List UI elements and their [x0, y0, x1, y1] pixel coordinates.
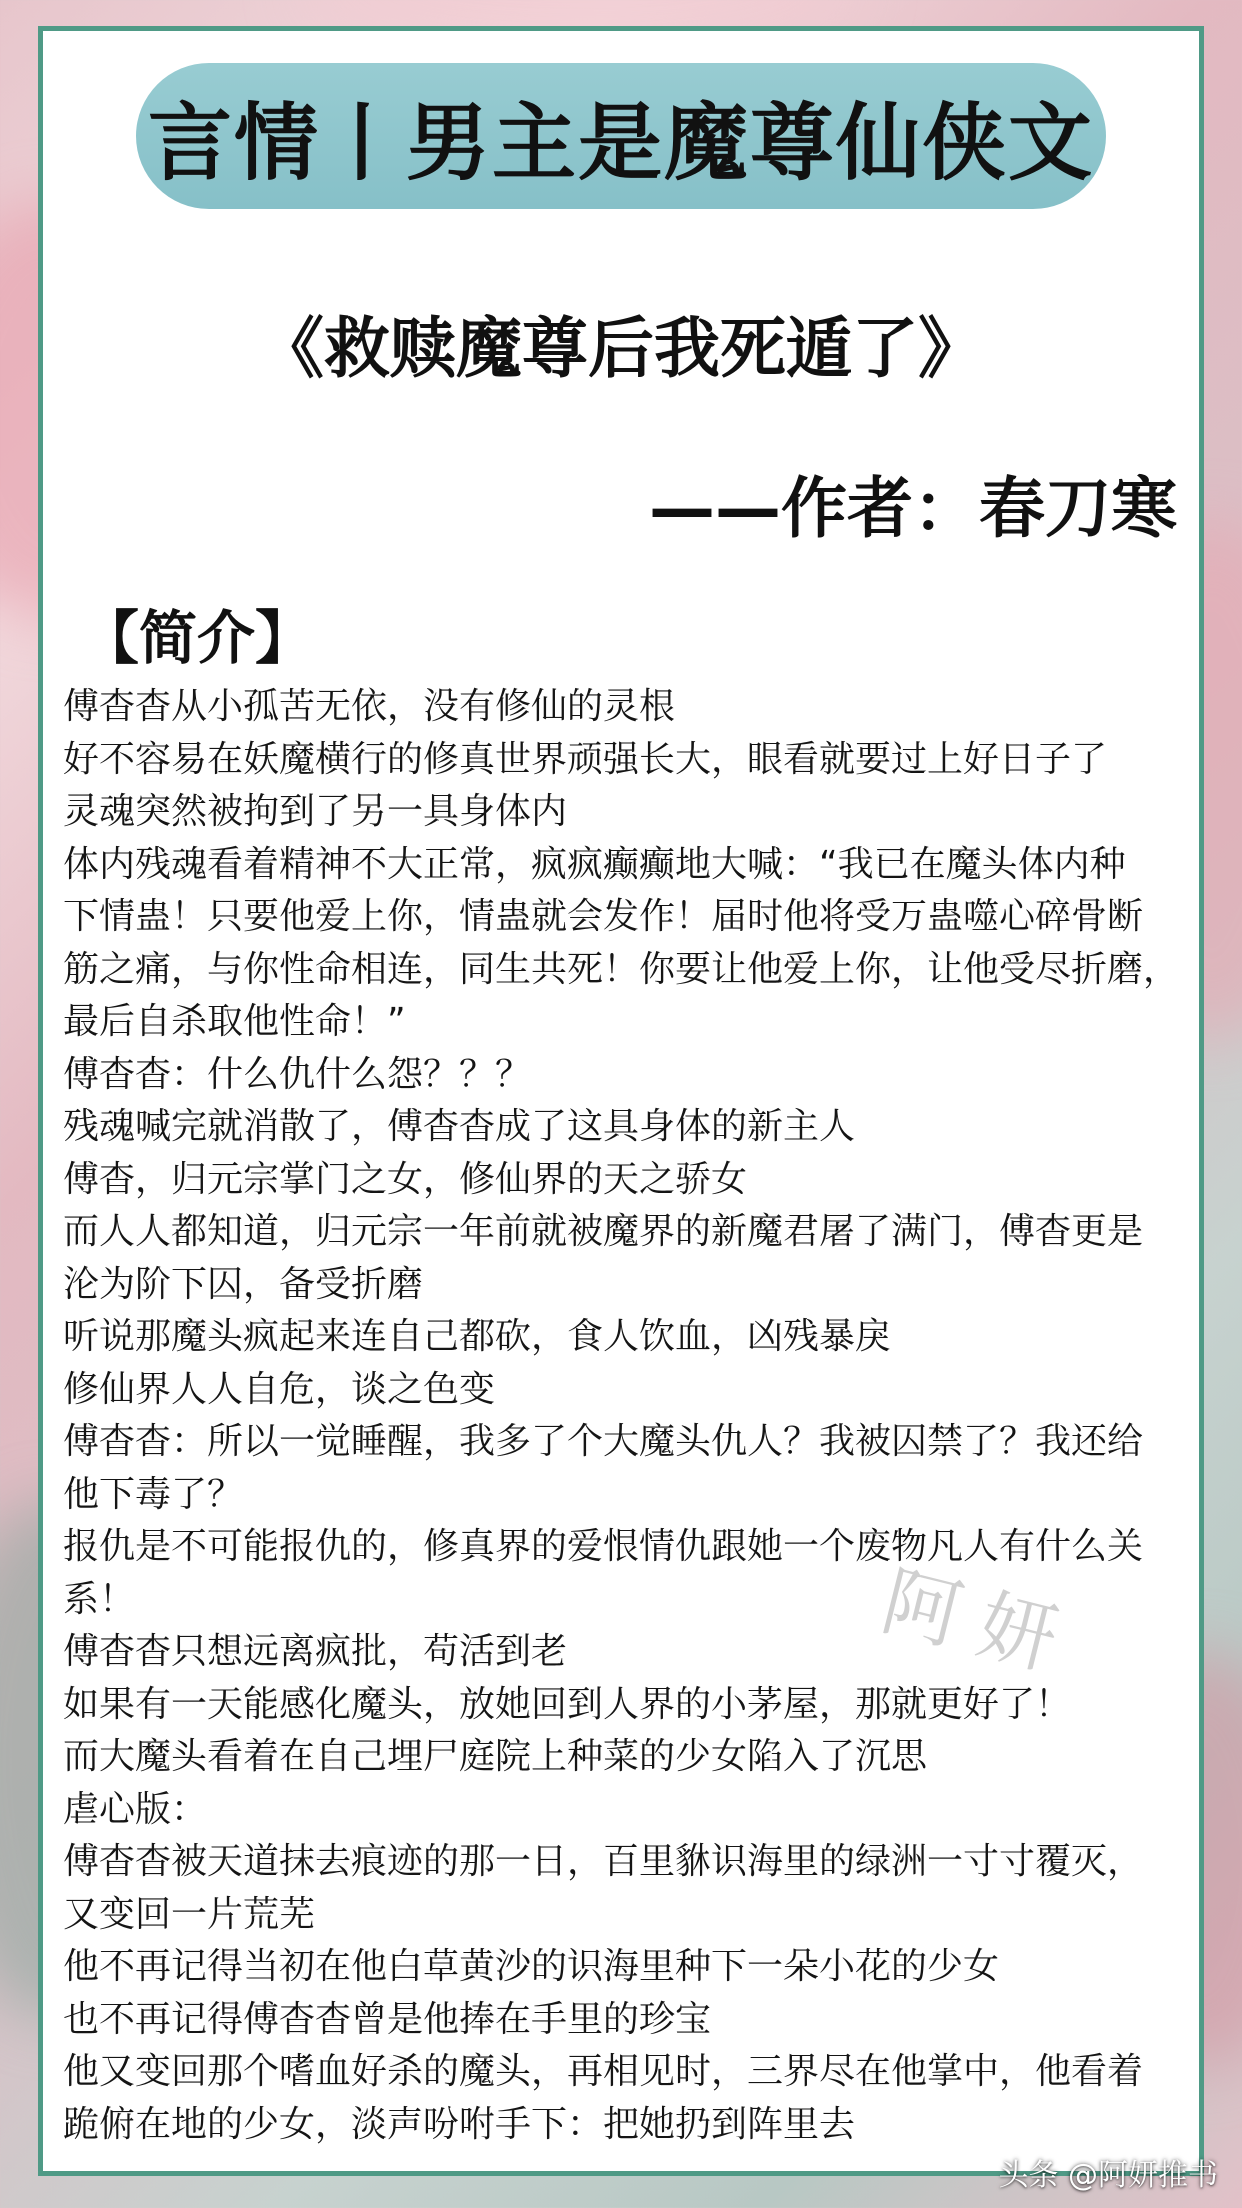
intro-line: 残魂喊完就消散了，傅杳杳成了这具身体的新主人	[63, 1106, 856, 1147]
intro-line: 如果有一天能感化魔头，放她回到人界的小茅屋，那就更好了！	[63, 1683, 1072, 1725]
intro-line: 他下毒了？	[63, 1473, 244, 1515]
intro-line: 傅杳杳被天道抹去痕迹的那一日，百里貅识海里的绿洲一寸寸覆灭，	[63, 1841, 1144, 1882]
book-title: 《救赎魔尊后我死遁了》	[258, 310, 984, 387]
intro-body	[63, 681, 1223, 2151]
intro-line: 跪俯在地的少女，淡声吩咐手下：把她扔到阵里去	[63, 2103, 856, 2145]
intro-line: 又变回一片荒芜	[63, 1893, 316, 1935]
intro-line: 傅杳杳：什么仇什么怨？？？	[63, 1053, 532, 1095]
intro-line: 傅杳杳从小孤苦无依，没有修仙的灵根	[63, 686, 676, 727]
intro-line: 傅杳杳只想远离疯批，苟活到老	[63, 1631, 568, 1672]
page-title: 言情丨男主是魔尊仙侠文	[147, 93, 1094, 192]
intro-line: 他又变回那个嗜血好杀的魔头，再相见时，三界尽在他掌中，他看着	[63, 2051, 1144, 2092]
intro-line: 而人人都知道，归元宗一年前就被魔界的新魔君屠了满门，傅杳更是	[63, 1211, 1144, 1252]
intro-line: 修仙界人人自危，谈之色变	[63, 1368, 496, 1410]
intro-line: 而大魔头看着在自己埋尸庭院上种菜的少女陷入了沉思	[63, 1736, 928, 1777]
author-line: ——作者：春刀寒	[649, 470, 1177, 547]
intro-line: 灵魂突然被拘到了另一具身体内	[63, 791, 568, 832]
intro-line: 下情蛊！只要他爱上你，情蛊就会发作！届时他将受万蛊噬心碎骨断	[63, 896, 1144, 937]
intro-line: 系！	[63, 1578, 136, 1620]
source-watermark: 头条 @阿妍推书	[998, 2158, 1218, 2193]
intro-line: 傅杳，归元宗掌门之女，修仙界的天之骄女	[63, 1158, 748, 1200]
content-card	[38, 26, 1204, 2176]
intro-line: 虐心版：	[63, 1788, 208, 1830]
intro-line: 体内残魂看着精神不大正常，疯疯癫癫地大喊：“我已在魔头体内种	[63, 843, 1126, 885]
title-banner	[136, 63, 1106, 209]
intro-line: 好不容易在妖魔横行的修真世界顽强长大，眼看就要过上好日子了	[63, 738, 1108, 780]
intro-line: 傅杳杳：所以一觉睡醒，我多了个大魔头仇人？我被囚禁了？我还给	[63, 1421, 1144, 1462]
intro-line: 最后自杀取他性命！”	[63, 1001, 406, 1042]
intro-heading: 【简介】	[81, 604, 314, 672]
intro-line: 筋之痛，与你性命相连，同生共死！你要让他爱上你，让他受尽折磨，	[63, 948, 1180, 990]
intro-line: 也不再记得傅杳杳曾是他捧在手里的珍宝	[63, 1998, 712, 2040]
intro-line: 沦为阶下囚，备受折磨	[63, 1263, 424, 1305]
intro-line: 报仇是不可能报仇的，修真界的爱恨情仇跟她一个废物凡人有什么关	[63, 1526, 1144, 1567]
intro-line: 听说那魔头疯起来连自己都砍，食人饮血，凶残暴戾	[63, 1316, 892, 1357]
intro-line: 他不再记得当初在他白草黄沙的识海里种下一朵小花的少女	[63, 1946, 1000, 1987]
watermark: 阿妍	[873, 1556, 1086, 1692]
